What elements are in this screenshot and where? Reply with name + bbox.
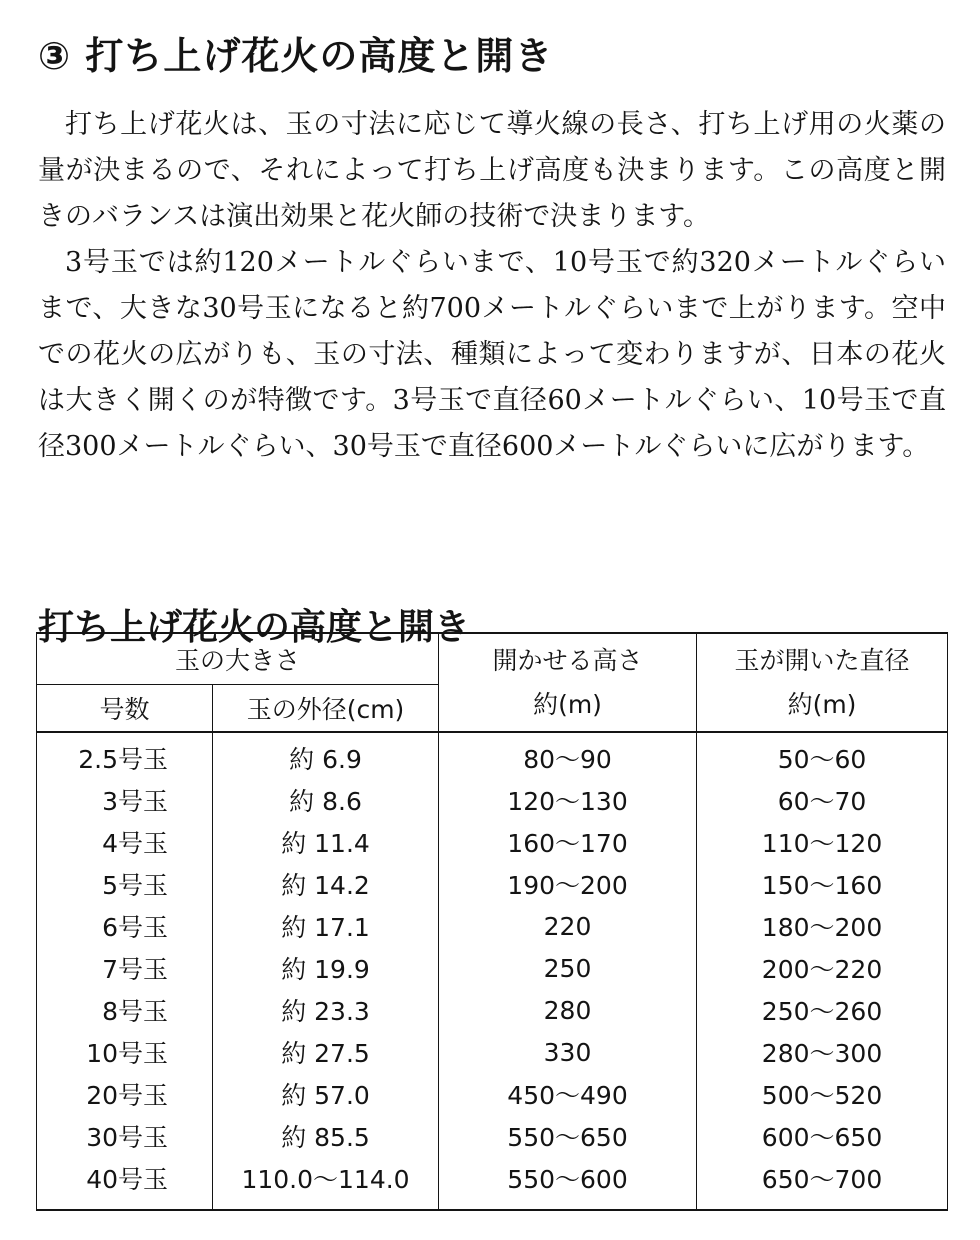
shell-size-cell: 7号玉: [37, 947, 213, 989]
burst-diameter-cell: 60〜70: [697, 779, 948, 821]
shell-diameter-cell: 約 57.0: [213, 1073, 439, 1115]
shell-size-cell: 4号玉: [37, 821, 213, 863]
body-text: [38, 102, 946, 470]
burst-height-cell: 80〜90: [439, 732, 697, 779]
table-row: [37, 779, 948, 821]
table-row: [37, 947, 948, 989]
burst-diameter-cell: 180〜200: [697, 905, 948, 947]
paragraph: 3号玉では約120メートルぐらいまで、10号玉で約320メートルぐらいまで、大きな30号玉になると約700メートルぐらいまで上がります。空中での花火の広がりも、玉の寸法、種類によって変わりますが、日本の花火は大きく開くのが特徴です。3号玉で直径60メートルぐらい、10号玉で直径300メートルぐらい、30号玉で直径600メートルぐらいに広がります。: [38, 247, 946, 462]
burst-diameter-cell: 110〜120: [697, 821, 948, 863]
shell-size-cell: 10号玉: [37, 1031, 213, 1073]
burst-height-cell: 120〜130: [439, 779, 697, 821]
burst-height-cell: 550〜600: [439, 1157, 697, 1210]
shell-diameter-cell: 約 8.6: [213, 779, 439, 821]
burst-diameter-cell: 280〜300: [697, 1031, 948, 1073]
shell-diameter-cell: 約 11.4: [213, 821, 439, 863]
header-burst-diameter-unit: 約(m): [787, 689, 857, 719]
burst-height-cell: 160〜170: [439, 821, 697, 863]
shell-diameter-cell: 約 6.9: [213, 732, 439, 779]
shell-size-cell: 30号玉: [37, 1115, 213, 1157]
burst-height-cell: 190〜200: [439, 863, 697, 905]
shell-diameter-cell: 約 14.2: [213, 863, 439, 905]
shell-diameter-cell: 約 85.5: [213, 1115, 439, 1157]
table-row: [37, 821, 948, 863]
shell-size-cell: 8号玉: [37, 989, 213, 1031]
table-header: [37, 633, 948, 732]
shell-size-cell: 40号玉: [37, 1157, 213, 1210]
table-row: [37, 863, 948, 905]
shell-size-cell: 5号玉: [37, 863, 213, 905]
header-burst-diameter-label: 玉が開いた直径: [734, 645, 910, 675]
burst-height-cell: 250: [439, 947, 697, 989]
burst-height-cell: 550〜650: [439, 1115, 697, 1157]
shell-size-cell: 20号玉: [37, 1073, 213, 1115]
shell-size-cell: 2.5号玉: [37, 732, 213, 779]
table-row: [37, 1031, 948, 1073]
burst-diameter-cell: 250〜260: [697, 989, 948, 1031]
table-row: [37, 989, 948, 1031]
table-body: [37, 732, 948, 1210]
table-row: [37, 732, 948, 779]
burst-height-cell: 280: [439, 989, 697, 1031]
header-shell-size-group: 玉の大きさ: [37, 633, 439, 685]
table-title: 打ち上げ花火の高度と開き: [38, 606, 471, 648]
burst-height-cell: 330: [439, 1031, 697, 1073]
firework-spec-table: [36, 632, 948, 1211]
section-title: ③ 打ち上げ花火の高度と開き: [38, 34, 554, 79]
header-shell-diameter: 玉の外径(cm): [213, 685, 439, 733]
burst-height-cell: 220: [439, 905, 697, 947]
burst-diameter-cell: 150〜160: [697, 863, 948, 905]
header-burst-height-label: 開かせる高さ: [492, 645, 643, 675]
header-burst-height: [439, 633, 697, 732]
header-burst-diameter: [697, 633, 948, 732]
burst-diameter-cell: 500〜520: [697, 1073, 948, 1115]
table-row: [37, 1073, 948, 1115]
burst-height-cell: 450〜490: [439, 1073, 697, 1115]
shell-diameter-cell: 110.0〜114.0: [213, 1157, 439, 1210]
shell-size-cell: 3号玉: [37, 779, 213, 821]
shell-diameter-cell: 約 27.5: [213, 1031, 439, 1073]
shell-size-cell: 6号玉: [37, 905, 213, 947]
shell-diameter-cell: 約 19.9: [213, 947, 439, 989]
header-burst-height-unit: 約(m): [533, 689, 602, 719]
burst-diameter-cell: 50〜60: [697, 732, 948, 779]
paragraph: 打ち上げ花火は、玉の寸法に応じて導火線の長さ、打ち上げ用の火薬の量が決まるので、それによって打ち上げ高度も決まります。この高度と開きのバランスは演出効果と花火師の技術で決まります。: [38, 109, 946, 232]
shell-diameter-cell: 約 17.1: [213, 905, 439, 947]
burst-diameter-cell: 600〜650: [697, 1115, 948, 1157]
burst-diameter-cell: 650〜700: [697, 1157, 948, 1210]
table-row: [37, 905, 948, 947]
header-shell-number: 号数: [37, 685, 213, 733]
table-row: [37, 1157, 948, 1210]
shell-diameter-cell: 約 23.3: [213, 989, 439, 1031]
table-row: [37, 1115, 948, 1157]
burst-diameter-cell: 200〜220: [697, 947, 948, 989]
